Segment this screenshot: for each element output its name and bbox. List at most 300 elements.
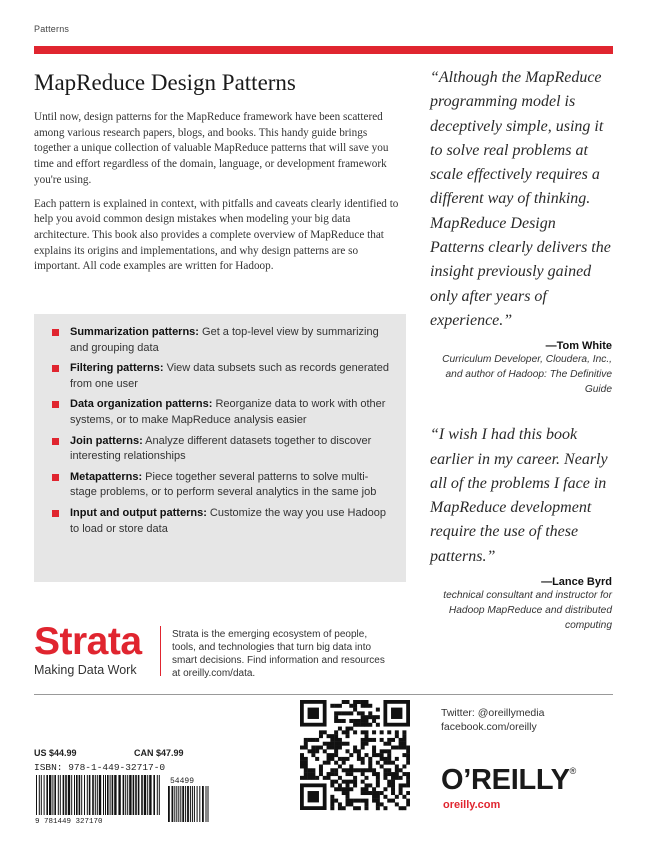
qr-cell [353,704,357,708]
qr-cell [406,746,410,750]
barcode-bar [63,775,65,822]
barcode-bar [49,775,51,822]
barcode-bar [141,775,143,822]
qr-cell [342,780,346,784]
pattern-desc: Analyze different datasets together to discover interesting relationships [70,434,372,463]
barcode-addon-bar [178,786,179,822]
qr-cell [330,757,334,761]
qr-cell [330,738,334,742]
barcode-bar [99,775,101,822]
qr-cell [330,704,334,708]
qr-cell [342,787,346,791]
qr-cell [357,806,361,810]
qr-finder [308,791,319,802]
qr-cell [391,776,395,780]
barcode-bar [76,775,78,822]
qr-cell [399,738,403,742]
price-us: US $44.99 [34,748,77,758]
qr-cell [338,776,342,780]
qr-cell [387,738,391,742]
barcode-addon-bar [174,786,175,822]
qr-cell [342,711,346,715]
barcode-number: 9 781449 327170 [35,818,103,825]
qr-cell [346,711,350,715]
barcode-bar [81,775,82,822]
quote-author: —Lance Byrd [541,576,612,589]
barcode-bar [135,775,137,822]
qr-cell [387,761,391,765]
qr-cell [402,783,406,787]
qr-cell [361,704,365,708]
qr-cell [334,780,338,784]
qr-cell [376,783,380,787]
pattern-name: Join patterns: [70,434,143,447]
qr-cell [399,742,403,746]
barcode-addon-bar [180,786,181,822]
qr-cell [319,734,323,738]
qr-cell [376,708,380,712]
qr-cell [364,738,368,742]
pattern-item-input-output [52,506,392,537]
bullet-square-icon [52,510,59,517]
barcode-addon-bar [206,786,207,822]
qr-cell [406,772,410,776]
qr-cell [323,776,327,780]
strata-logo-block [34,622,142,677]
qr-cell [391,772,395,776]
qr-cell [308,768,312,772]
qr-cell [372,753,376,757]
barcode-addon-bar [187,786,189,822]
qr-cell [319,764,323,768]
qr-cell [338,742,342,746]
qr-cell [380,757,384,761]
qr-cell [395,768,399,772]
qr-cell [380,730,384,734]
qr-cell [308,776,312,780]
qr-cell [311,749,315,753]
qr-cell [353,700,357,704]
qr-cell [364,776,368,780]
qr-cell [311,738,315,742]
qr-cell [300,764,304,768]
barcode-addon-bar [176,786,177,822]
qr-cell [395,802,399,806]
qr-cell [311,776,315,780]
description-paragraph-1: Until now, design patterns for the MapReduce framework have been scattered among various research papers, blogs, and books. This handy guide brings together a unique collection of valuable MapReduce patterns that will save you time and effort regardless of the domain, language, or development framework you're using. [34,111,389,186]
barcode-bar [36,775,37,822]
qr-cell [304,761,308,765]
quote-text: “Although the MapReduce programming model is deceptively simple, using it to solve real problems at scale effectively requires a different way of thinking. MapReduce Design Patterns clearly delivers the insight previously gained only after years of experience.” [430,69,611,329]
barcode-bar [68,775,70,822]
qr-cell [334,715,338,719]
strata-tagline: Making Data Work [34,663,137,677]
qr-cell [364,715,368,719]
qr-cell [406,749,410,753]
qr-cell [330,753,334,757]
qr-cell [387,730,391,734]
qr-cell [364,704,368,708]
qr-cell [304,757,308,761]
qr-cell [304,776,308,780]
qr-cell [402,806,406,810]
qr-cell [364,734,368,738]
barcode-bar [129,775,131,822]
qr-cell [327,757,331,761]
qr-cell [315,757,319,761]
barcode-addon-bar [208,786,209,822]
pattern-name: Input and output patterns: [70,506,207,519]
qr-cell [364,799,368,803]
qr-cell [319,746,323,750]
bullet-square-icon [52,365,59,372]
qr-cell [368,768,372,772]
oreilly-url[interactable]: oreilly.com [443,799,501,811]
qr-cell [353,723,357,727]
qr-cell [406,761,410,765]
qr-cell [399,787,403,791]
qr-cell [338,746,342,750]
qr-cell [330,783,334,787]
barcode-addon-bar [172,786,174,822]
qr-cell [323,749,327,753]
barcode-bar [138,775,140,822]
qr-cell [391,738,395,742]
qr-cell [368,761,372,765]
barcode-addon-bar [199,786,200,822]
qr-cell [383,757,387,761]
qr-cell [357,700,361,704]
qr-cell [315,749,319,753]
barcode-bar [71,775,72,822]
qr-cell [364,787,368,791]
qr-cell [376,780,380,784]
oreilly-logo [441,764,576,797]
qr-cell [383,761,387,765]
pattern-name: Summarization patterns: [70,326,199,338]
qr-cell [383,768,387,772]
qr-cell [364,768,368,772]
qr-cell [300,776,304,780]
qr-cell [364,806,368,810]
qr-cell [387,753,391,757]
qr-cell [402,772,406,776]
barcode-bar [87,775,88,822]
qr-cell [399,776,403,780]
qr-cell [338,704,342,708]
barcode-addon-bar [190,786,191,822]
qr-cell [334,787,338,791]
pattern-name: Metapatterns: [70,470,143,483]
qr-cell [376,776,380,780]
barcode-bar [144,775,146,822]
description-column [34,70,406,283]
barcode-bar [39,775,40,822]
qr-cell [364,723,368,727]
barcode-bar [149,775,151,822]
qr-cell [387,742,391,746]
qr-cell [304,746,308,750]
qr-cell [353,719,357,723]
qr-cell [330,806,334,810]
isbn-label: ISBN: 978-1-449-32717-0 [34,762,166,773]
qr-cell [334,730,338,734]
qr-cell [361,742,365,746]
qr-cell [364,783,368,787]
barcode-bar [97,775,98,822]
barcode-addon-bar [197,786,198,822]
qr-cell [399,746,403,750]
barcode-bar [60,775,61,822]
qr-cell [311,768,315,772]
pattern-item-join [52,434,392,465]
qr-cell [327,746,331,750]
qr-cell [383,787,387,791]
qr-cell [372,772,376,776]
qr-cell [346,795,350,799]
qr-cell [346,791,350,795]
qr-cell [353,730,357,734]
qr-cell [349,787,353,791]
qr-cell [402,753,406,757]
bullet-square-icon [52,474,59,481]
qr-cell [338,783,342,787]
qr-cell [383,742,387,746]
barcode-bar [89,775,91,822]
qr-cell [361,723,365,727]
qr-cell [361,715,365,719]
qr-cell [308,772,312,776]
qr-cell [361,700,365,704]
barcode-bars [36,775,160,822]
qr-cell [323,761,327,765]
qr-cell [406,802,410,806]
qr-cell [391,787,395,791]
bullet-square-icon [52,438,59,445]
barcode-bar [118,775,120,822]
qr-cell [327,776,331,780]
qr-cell [315,746,319,750]
barcode-bar [123,775,125,822]
qr-cell [349,727,353,731]
qr-cell [387,799,391,803]
qr-cell [311,753,315,757]
qr-cell [372,715,376,719]
qr-cell [308,749,312,753]
qr-cell [334,734,338,738]
qr-cell [311,746,315,750]
qr-cell [357,723,361,727]
qr-cell [361,772,365,776]
category-label: Patterns [34,24,70,34]
pattern-name: Filtering patterns: [70,362,164,375]
qr-cell [330,742,334,746]
barcode-bar [127,775,128,822]
qr-cell [353,749,357,753]
qr-cell [372,787,376,791]
qr-cell [376,806,380,810]
pattern-desc: Get a top-level view by summarizing and grouping data [70,326,379,354]
barcode-bar [159,775,160,822]
qr-cell [361,799,365,803]
qr-cell [376,791,380,795]
qr-cell [376,802,380,806]
qr-cell [395,757,399,761]
barcode-addon-bar [194,786,195,822]
qr-cell [357,799,361,803]
qr-cell [300,746,304,750]
facebook-link[interactable]: facebook.com/oreilly [441,721,537,733]
qr-cell [402,746,406,750]
barcode-bar [133,775,135,822]
qr-cell [368,791,372,795]
qr-cell [353,783,357,787]
qr-cell [376,795,380,799]
barcode-bar [114,775,116,822]
qr-cell [349,764,353,768]
barcode-bar [147,775,148,822]
qr-cell [361,719,365,723]
qr-cell [383,772,387,776]
qr-cell [357,768,361,772]
barcode-bar [52,775,53,822]
pattern-desc: Piece together several patterns to solve multi-stage problems, or to perform several analytics in the same job [70,470,377,499]
qr-cell [372,746,376,750]
qr-cell [361,730,365,734]
qr-cell [304,772,308,776]
qr-cell [402,742,406,746]
twitter-handle[interactable]: Twitter: @oreillymedia [441,707,545,719]
qr-cell [346,772,350,776]
qr-cell [338,719,342,723]
qr-cell [391,746,395,750]
qr-cell [364,791,368,795]
qr-cell [338,802,342,806]
qr-cell [391,761,395,765]
qr-cell [376,761,380,765]
strata-divider [160,626,161,676]
qr-cell [327,734,331,738]
qr-cell [334,768,338,772]
barcode-bar [125,775,126,822]
qr-cell [372,738,376,742]
qr-cell [406,799,410,803]
qr-finder [391,708,402,719]
qr-cell [387,749,391,753]
qr-cell [349,704,353,708]
qr-cell [327,753,331,757]
qr-cell [346,757,350,761]
qr-cell [349,768,353,772]
quote-block-2 [430,423,612,633]
qr-cell [353,776,357,780]
qr-cell [319,730,323,734]
qr-cell [399,791,403,795]
qr-cell [304,764,308,768]
pattern-desc: Customize the way you use Hadoop to load or store data [70,506,387,535]
qr-cell [406,757,410,761]
qr-cell [361,738,365,742]
qr-cell [308,738,312,742]
pattern-desc: Reorganize data to work with other systems, or to make MapReduce analysis easier [70,398,386,426]
oreilly-name: O’REILLY [441,764,570,796]
qr-cell [338,757,342,761]
qr-cells [300,700,410,810]
barcode-bar [65,775,67,822]
strata-logo: Strata [34,620,142,663]
qr-cell [334,742,338,746]
barcode-bar [112,775,114,822]
qr-cell [346,700,350,704]
qr-finder [308,708,319,719]
qr-cell [346,730,350,734]
barcode-addon-bar [182,786,184,822]
qr-cell [383,806,387,810]
qr-cell [334,711,338,715]
qr-cell [402,734,406,738]
qr-cell [372,749,376,753]
barcode-bar [110,775,111,822]
qr-cell [368,723,372,727]
qr-cell [346,742,350,746]
barcode-addon-bar [185,786,186,822]
qr-cell [364,719,368,723]
qr-cell [357,753,361,757]
qr-cell [372,791,376,795]
qr-cell [342,742,346,746]
qr-cell [342,757,346,761]
qr-cell [376,753,380,757]
qr-cell [368,757,372,761]
qr-code-icon [300,700,410,812]
qr-cell [315,776,319,780]
qr-cell [387,757,391,761]
qr-cell [402,795,406,799]
qr-cell [380,749,384,753]
pattern-item-data-organization [52,397,392,428]
qr-cell [395,746,399,750]
qr-cell [406,791,410,795]
qr-cell [330,768,334,772]
qr-cell [402,764,406,768]
quote-author-role: technical consultant and instructor for Hadoop MapReduce and distributed computing [443,590,612,632]
qr-cell [349,799,353,803]
qr-cell [334,761,338,765]
barcode-bar [92,775,94,822]
quotes-column [430,66,612,633]
pattern-item-filtering [52,361,392,392]
qr-cell [353,780,357,784]
qr-cell [395,730,399,734]
bullet-square-icon [52,329,59,336]
qr-cell [300,753,304,757]
qr-cell [368,715,372,719]
qr-cell [380,764,384,768]
qr-cell [372,795,376,799]
qr-cell [361,787,365,791]
bullet-square-icon [52,401,59,408]
qr-cell [380,802,384,806]
qr-cell [368,704,372,708]
qr-cell [364,742,368,746]
qr-cell [346,802,350,806]
quote-block-1 [430,66,612,397]
qr-cell [376,772,380,776]
qr-cell [395,795,399,799]
qr-cell [380,738,384,742]
qr-cell [319,768,323,772]
barcode-bar [84,775,85,822]
